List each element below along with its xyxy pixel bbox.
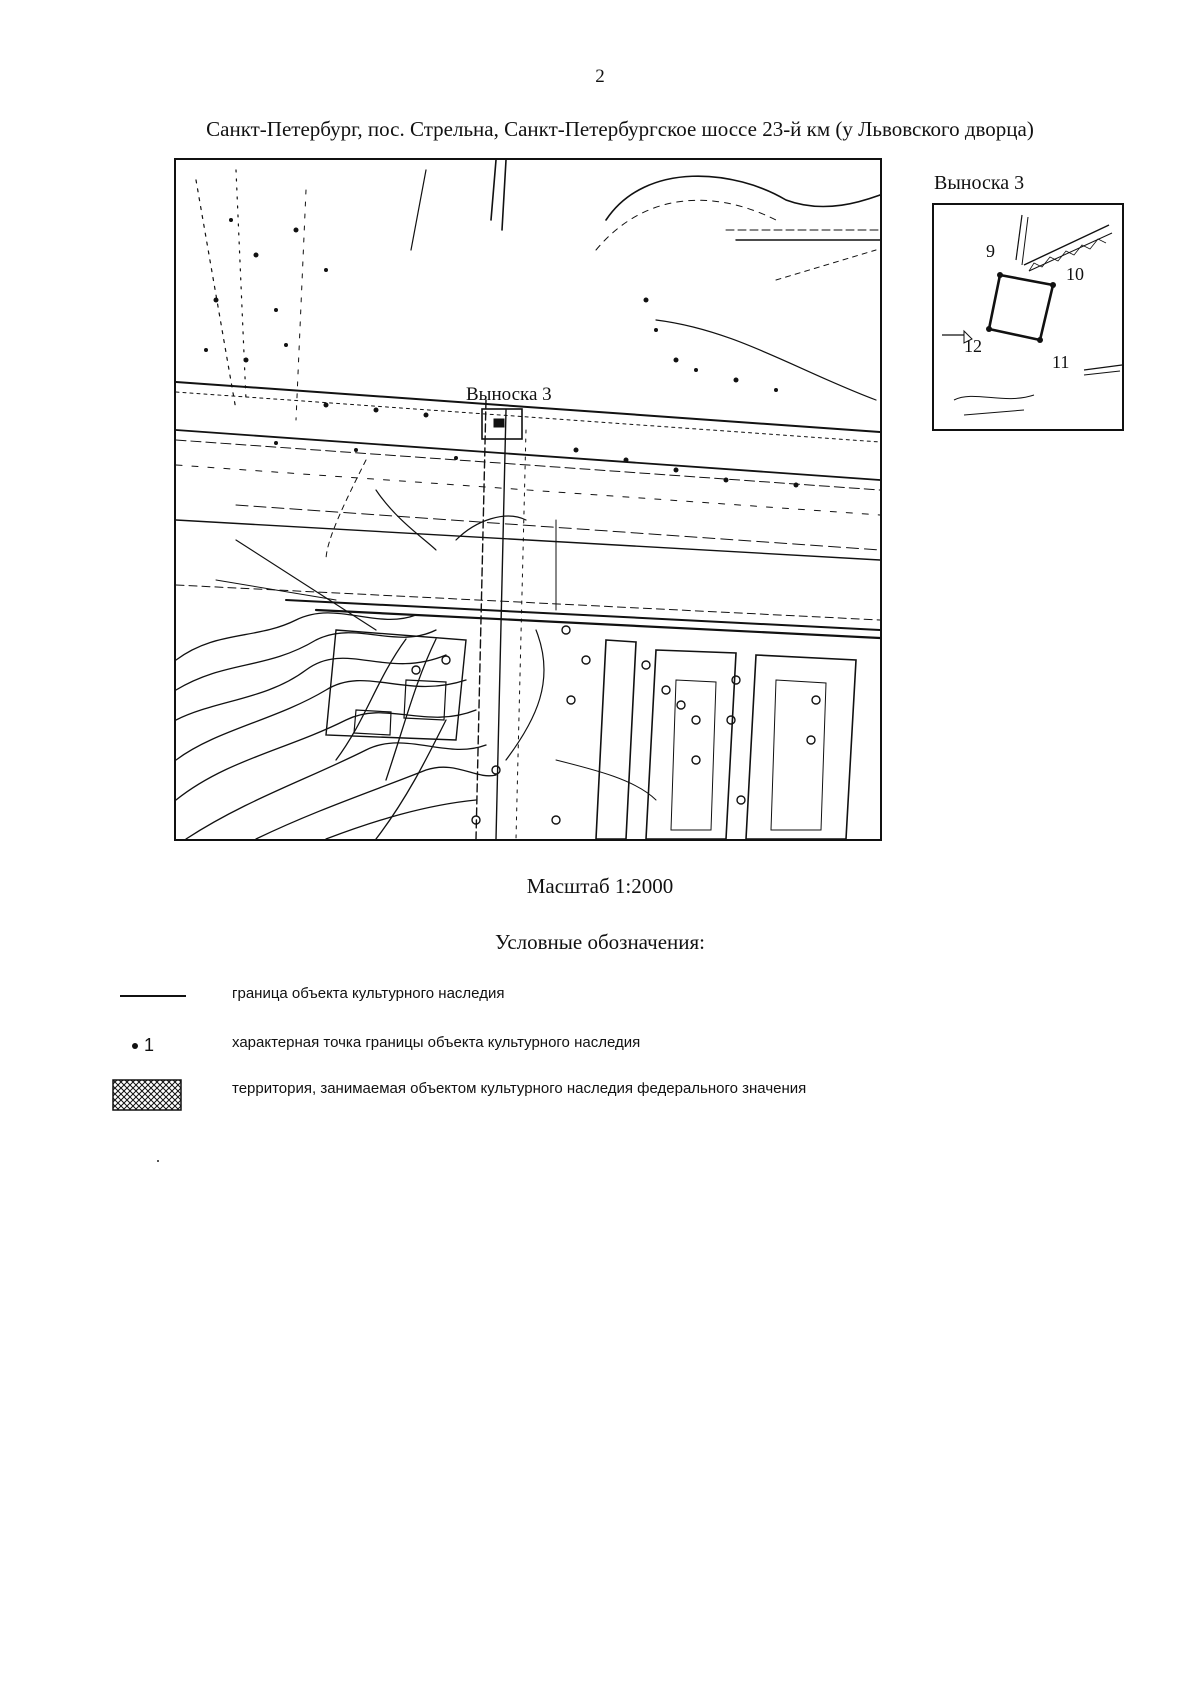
point-label-12: 12 (964, 336, 982, 356)
legend-point-symbol (132, 1035, 154, 1056)
main-map-drawing (176, 160, 880, 839)
boundary-point-11 (1037, 337, 1043, 343)
legend-boundary-line-symbol (120, 995, 186, 997)
map-title-address: Санкт-Петербург, пос. Стрельна, Санкт-Петербургское шоссе 23-й км (у Львовского дворца) (206, 117, 1034, 141)
scale-label: Масштаб 1:2000 (526, 874, 674, 898)
inset-map (932, 203, 1124, 431)
legend-territory-text: территория, занимаемая объектом культурного наследия федерального значения (232, 1080, 807, 1097)
inset-drawing (934, 205, 1122, 429)
page-number: 2 (595, 66, 605, 87)
callout-label: Выноска 3 (466, 384, 552, 405)
legend-title: Условные обозначения: (494, 930, 706, 954)
stray-mark (157, 1160, 159, 1162)
legend-boundary-line-text: граница объекта культурного наследия (232, 985, 505, 1002)
point-label-11: 11 (1052, 352, 1070, 372)
point-label-10: 10 (1066, 264, 1084, 284)
boundary-point-12 (986, 326, 992, 332)
crosshatch-icon (112, 1079, 182, 1111)
inset-boundary (989, 275, 1053, 340)
point-label-9: 9 (986, 241, 995, 261)
inset-title: Выноска 3 (934, 172, 1025, 194)
legend-point-number: 1 (144, 1035, 155, 1055)
boundary-point-9 (997, 272, 1003, 278)
boundary-point-10 (1050, 282, 1056, 288)
main-map (174, 158, 882, 841)
legend-point-text: характерная точка границы объекта культурного наследия (232, 1034, 641, 1051)
point-dot-icon (132, 1043, 138, 1049)
